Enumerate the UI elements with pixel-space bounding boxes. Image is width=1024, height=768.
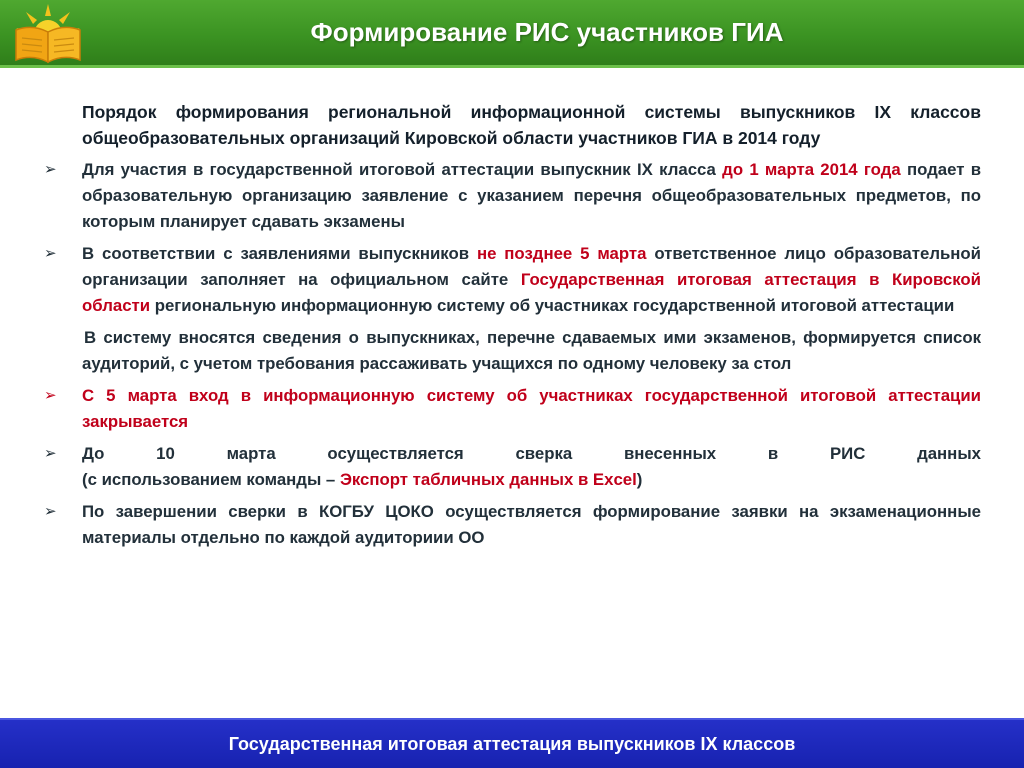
- list-item: [44, 441, 981, 493]
- item-text: ответственное лицо образовательной организации заполняет на официальном сайте: [82, 244, 981, 289]
- item-text: ): [636, 470, 643, 489]
- list-item: [44, 157, 981, 235]
- deadline-highlight: не позднее 5 марта: [476, 244, 647, 263]
- item-text: В соответствии с заявлениями выпускников: [82, 244, 477, 263]
- item-text: Для участия в государственной итоговой аттестации выпускник IX класса: [82, 160, 723, 179]
- list-item: [44, 383, 981, 435]
- arrow-bullet-icon: ➢: [44, 503, 57, 520]
- slide-content: [44, 99, 981, 551]
- arrow-bullet-icon: ➢: [44, 161, 57, 178]
- list-item: [44, 241, 981, 319]
- item-text: По завершении сверки в КОГБУ ЦОКО осуществляется формирование заявки на экзаменационные материалы отдельно по каждой аудиториии ОО: [82, 502, 981, 547]
- deadline-highlight: до 1 марта 2014 года: [722, 160, 901, 179]
- command-highlight: Экспорт табличных данных в Excel: [339, 470, 637, 489]
- paragraph: В систему вносятся сведения о выпускниках, перечне сдаваемых ими экзаменов, формируется список аудиторий, с учетом требования рассаживать учащихся по одному человеку за стол: [82, 328, 981, 373]
- arrow-bullet-icon: ➢: [44, 387, 57, 404]
- item-text: С 5 марта вход в информационную систему об участниках государственной итоговой аттестации закрывается: [82, 386, 981, 431]
- list-item: [44, 499, 981, 551]
- arrow-bullet-icon: ➢: [44, 445, 57, 462]
- item-text: подает в образовательную организацию заявление с указанием перечня общеобразовательных предметов, по которым планирует сдавать экзамены: [82, 160, 982, 231]
- website-name-highlight: Государственная итоговая аттестация в Кировской области: [82, 270, 981, 315]
- intro-heading: Порядок формирования региональной информационной системы выпускников IX классов общеобразовательных организаций Кировской области участников ГИА в 2014 году: [82, 102, 981, 148]
- item-text: (с использованием команды –: [82, 470, 340, 489]
- open-book-sun-logo: [8, 2, 88, 64]
- footer-text: Государственная итоговая аттестация выпускников IX классов: [228, 734, 796, 754]
- item-text-line: [82, 441, 981, 467]
- page-title: Формирование РИС участников ГИА: [310, 17, 784, 47]
- item-text-line: [82, 467, 981, 493]
- title-bar: [0, 0, 1024, 68]
- footer-bar: [0, 718, 1024, 768]
- arrow-bullet-icon: ➢: [44, 245, 57, 262]
- item-text: региональную информационную систему об участниках государственной итоговой аттестации: [150, 296, 955, 315]
- item-text: До 10 марта осуществляется сверка внесенных в РИС данных: [82, 444, 981, 463]
